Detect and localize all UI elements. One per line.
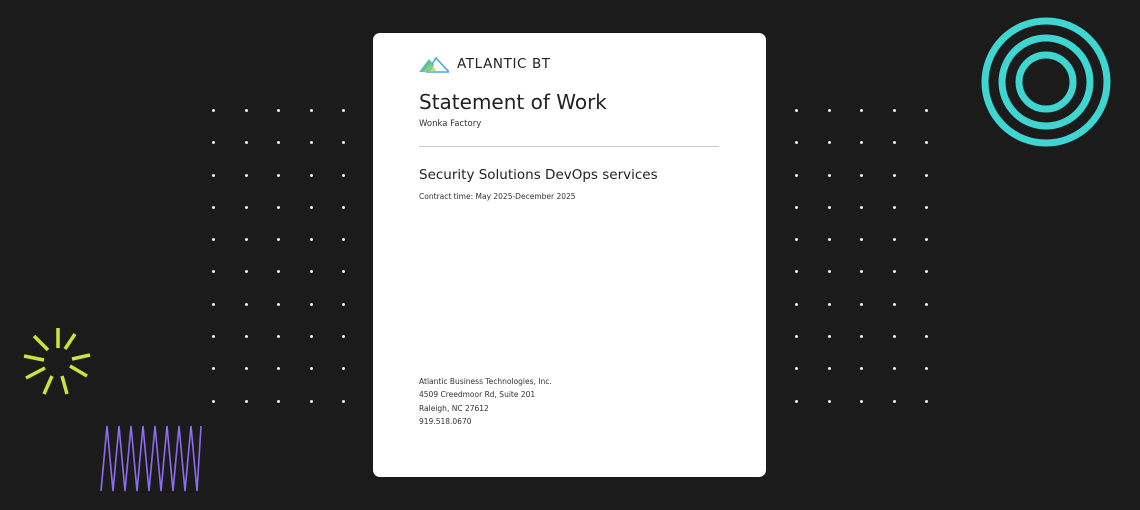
brand-name: ATLANTIC BT — [457, 56, 551, 72]
dot-grid-left — [212, 109, 375, 432]
sunburst-icon — [20, 324, 96, 400]
document-title: Statement of Work — [419, 90, 607, 114]
address-phone: 919.518.0670 — [419, 416, 472, 426]
client-name: Wonka Factory — [419, 119, 482, 129]
mountain-logo-icon — [419, 55, 449, 73]
address-company: Atlantic Business Technologies, Inc. — [419, 377, 552, 386]
document-subtitle: Security Solutions DevOps services — [419, 167, 658, 183]
statement-of-work-document — [373, 33, 766, 477]
zigzag-icon — [98, 422, 204, 496]
brand-logo — [419, 55, 551, 73]
concentric-rings-icon — [978, 14, 1114, 150]
contract-time: Contract time: May 2025-December 2025 — [419, 192, 576, 201]
address-street: 4509 Creedmoor Rd, Suite 201 — [419, 390, 536, 400]
company-address — [419, 375, 552, 428]
dot-grid-right — [795, 109, 958, 432]
address-city: Raleigh, NC 27612 — [419, 403, 489, 413]
divider — [419, 146, 719, 147]
